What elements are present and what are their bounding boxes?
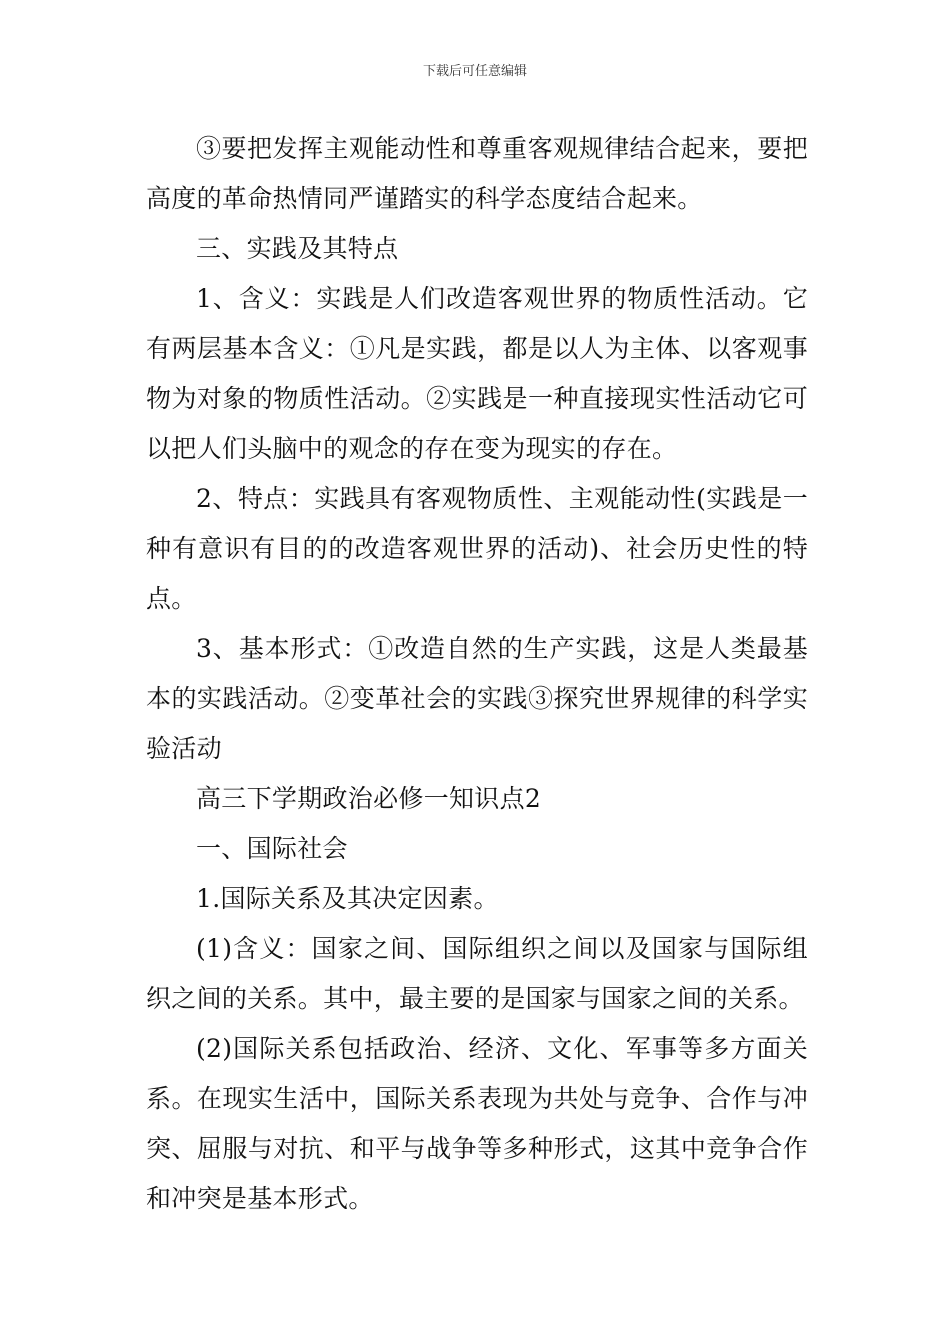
document-subtitle: 高三下学期政治必修一知识点2 (196, 784, 542, 813)
paragraph-practice-meaning: 1、含义：实践是人们改造客观世界的物质性活动。它有两层基本含义：①凡是实践，都是以人为主体、以客观事物为对象的物质性活动。②实践是一种直接现实性活动它可以把人们头脑中的观念的存在变为现实的存在。 (146, 284, 808, 463)
section-heading-practice: 三、实践及其特点 (196, 234, 399, 263)
paragraph-practice-features: 2、特点：实践具有客观物质性、主观能动性(实践是一种有意识有目的的改造客观世界的活动)、社会历史性的特点。 (146, 484, 808, 613)
paragraph-relations-forms: (2)国际关系包括政治、经济、文化、军事等多方面关系。在现实生活中，国际关系表现为共处与竞争、合作与冲突、屈服与对抗、和平与战争等多种形式，这其中竞争合作和冲突是基本形式。 (146, 1034, 808, 1213)
page-header: 下载后可任意编辑 (422, 64, 527, 79)
paragraph-practice-forms: 3、基本形式：①改造自然的生产实践，这是人类最基本的实践活动。②变革社会的实践③探究世界规律的科学实验活动 (146, 634, 808, 763)
paragraph-relations-definition: (1)含义：国家之间、国际组织之间以及国家与国际组织之间的关系。其中，最主要的是国家与国家之间的关系。 (146, 934, 808, 1013)
paragraph-principle-3: ③要把发挥主观能动性和尊重客观规律结合起来，要把高度的革命热情同严谨踏实的科学态度结合起来。 (146, 134, 808, 213)
document-body (146, 124, 808, 1224)
subheading-international-relations: 1.国际关系及其决定因素。 (196, 884, 499, 913)
section-heading-international-society: 一、国际社会 (196, 834, 348, 863)
